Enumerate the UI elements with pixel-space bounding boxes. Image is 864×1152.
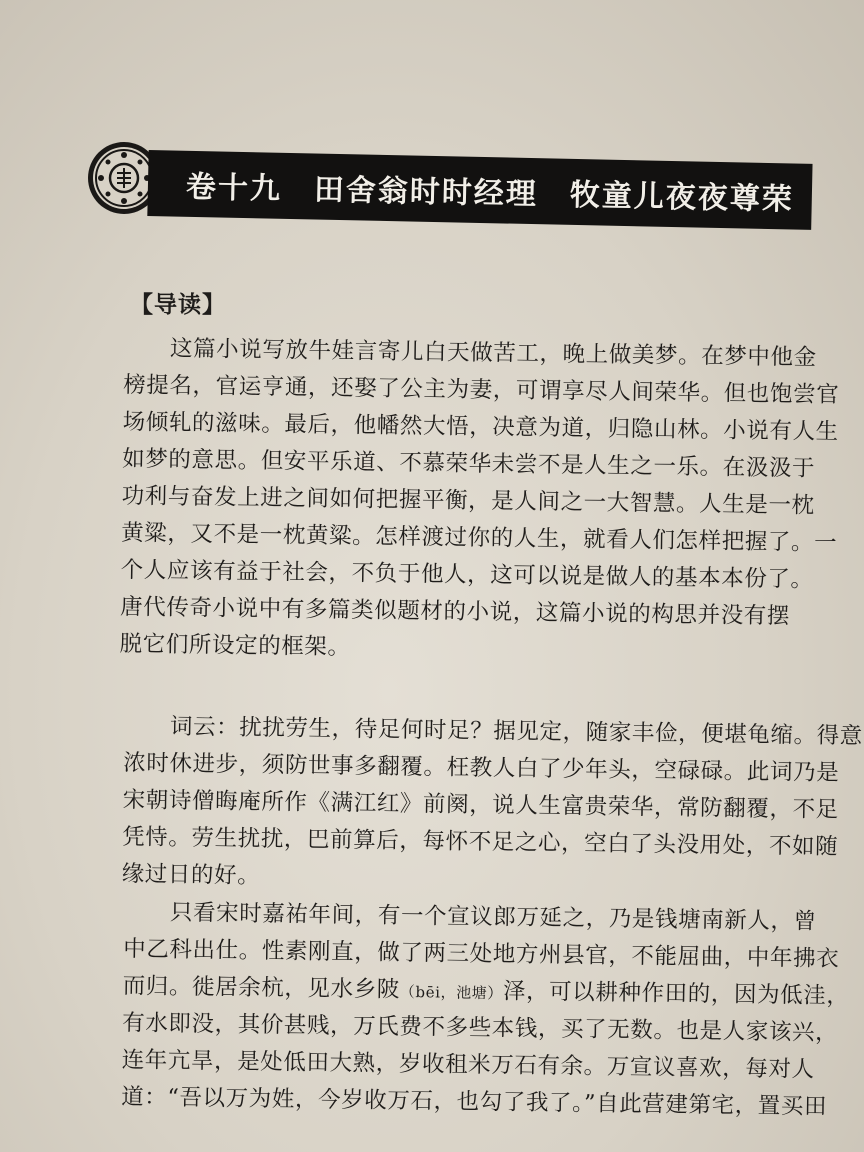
text-line: 缘过日的好。 [121,860,261,889]
text-line: 凭恃。劳生扰扰，巴前算后，每怀不足之心，空白了头没用处，不如随 [122,823,839,860]
text-segment: 而归。徙居余杭，见水乡陂 [122,972,401,1003]
text-line: 宋朝诗僧晦庵所作《满江红》前阕，说人生富贵荣华，常防翻覆，不足 [122,786,839,823]
text-line: 中乙科出仕。性素刚直，做了两三处地方州县官，不能屈曲，中年拂衣 [123,935,840,972]
text-line: 只看宋时嘉祐年间，有一个宣议郎万延之，乃是钱塘南新人，曾 [123,898,817,935]
intro-heading: 【导读】 [130,291,226,318]
text-line: 如梦的意思。但安平乐道、不慕荣华未尝不是人生之一乐。在汲汲于 [122,445,816,482]
intro-paragraph [119,330,840,673]
text-line: 场倾轧的滋味。最后，他幡然大悟，决意为道，归隐山林。小说有人生 [122,408,839,445]
text-line: 这篇小说写放牛娃言寄儿白天做苦工，晚上做美梦。在梦中他金 [123,334,817,371]
text-line: 道：“吾以万为姓，今岁收万石，也勾了我了。”自此营建第宅，置买田 [120,1083,828,1120]
body-paragraph-poem [121,708,864,903]
text-line: 有水即没，其价甚贱，万氏费不多些本钱，买了无数。也是人家该兴， [122,1009,839,1046]
text-line: 词云：扰扰劳生，待足何时足？据见定，随家丰俭，便堪龟缩。得意 [123,712,864,750]
chapter-title-banner [147,150,812,230]
text-line: 黄粱，又不是一枕黄粱。怎样渡过你的人生，就看人们怎样把握了。一 [120,519,838,556]
text-line: 浓时休进步，须防世事多翻覆。枉教人白了少年头，空碌碌。此词乃是 [123,749,840,786]
body-paragraph-story [120,894,850,1126]
text-line: 功利与奋发上进之间如何把握平衡，是人间之一大智慧。人生是一枕 [121,482,815,519]
bleed-through-text [90,0,850,135]
chapter-title: 卷十九 田舍翁时时经理 牧童儿夜夜尊荣 [185,169,795,218]
text-line: 个人应该有益于社会，不负于他人，这可以说是做人的基本本份了。 [120,556,814,593]
text-segment: 泽，可以耕种作田的，因为低洼， [502,978,850,1010]
text-line: 连年亢旱，是处低田大熟，岁收租米万石有余。万宣议喜欢，每对人 [121,1046,815,1083]
text-line: 榜提名，官运亨通，还娶了公主为妻，可谓享尽人间荣华。但也饱尝官 [123,371,840,408]
pronunciation-note: （bēi，池塘） [399,982,504,1003]
text-line: 脱它们所设定的框架。 [119,630,351,661]
text-line: 唐代传奇小说中有多篇类似题材的小说，这篇小说的构思并没有摆 [119,593,791,630]
